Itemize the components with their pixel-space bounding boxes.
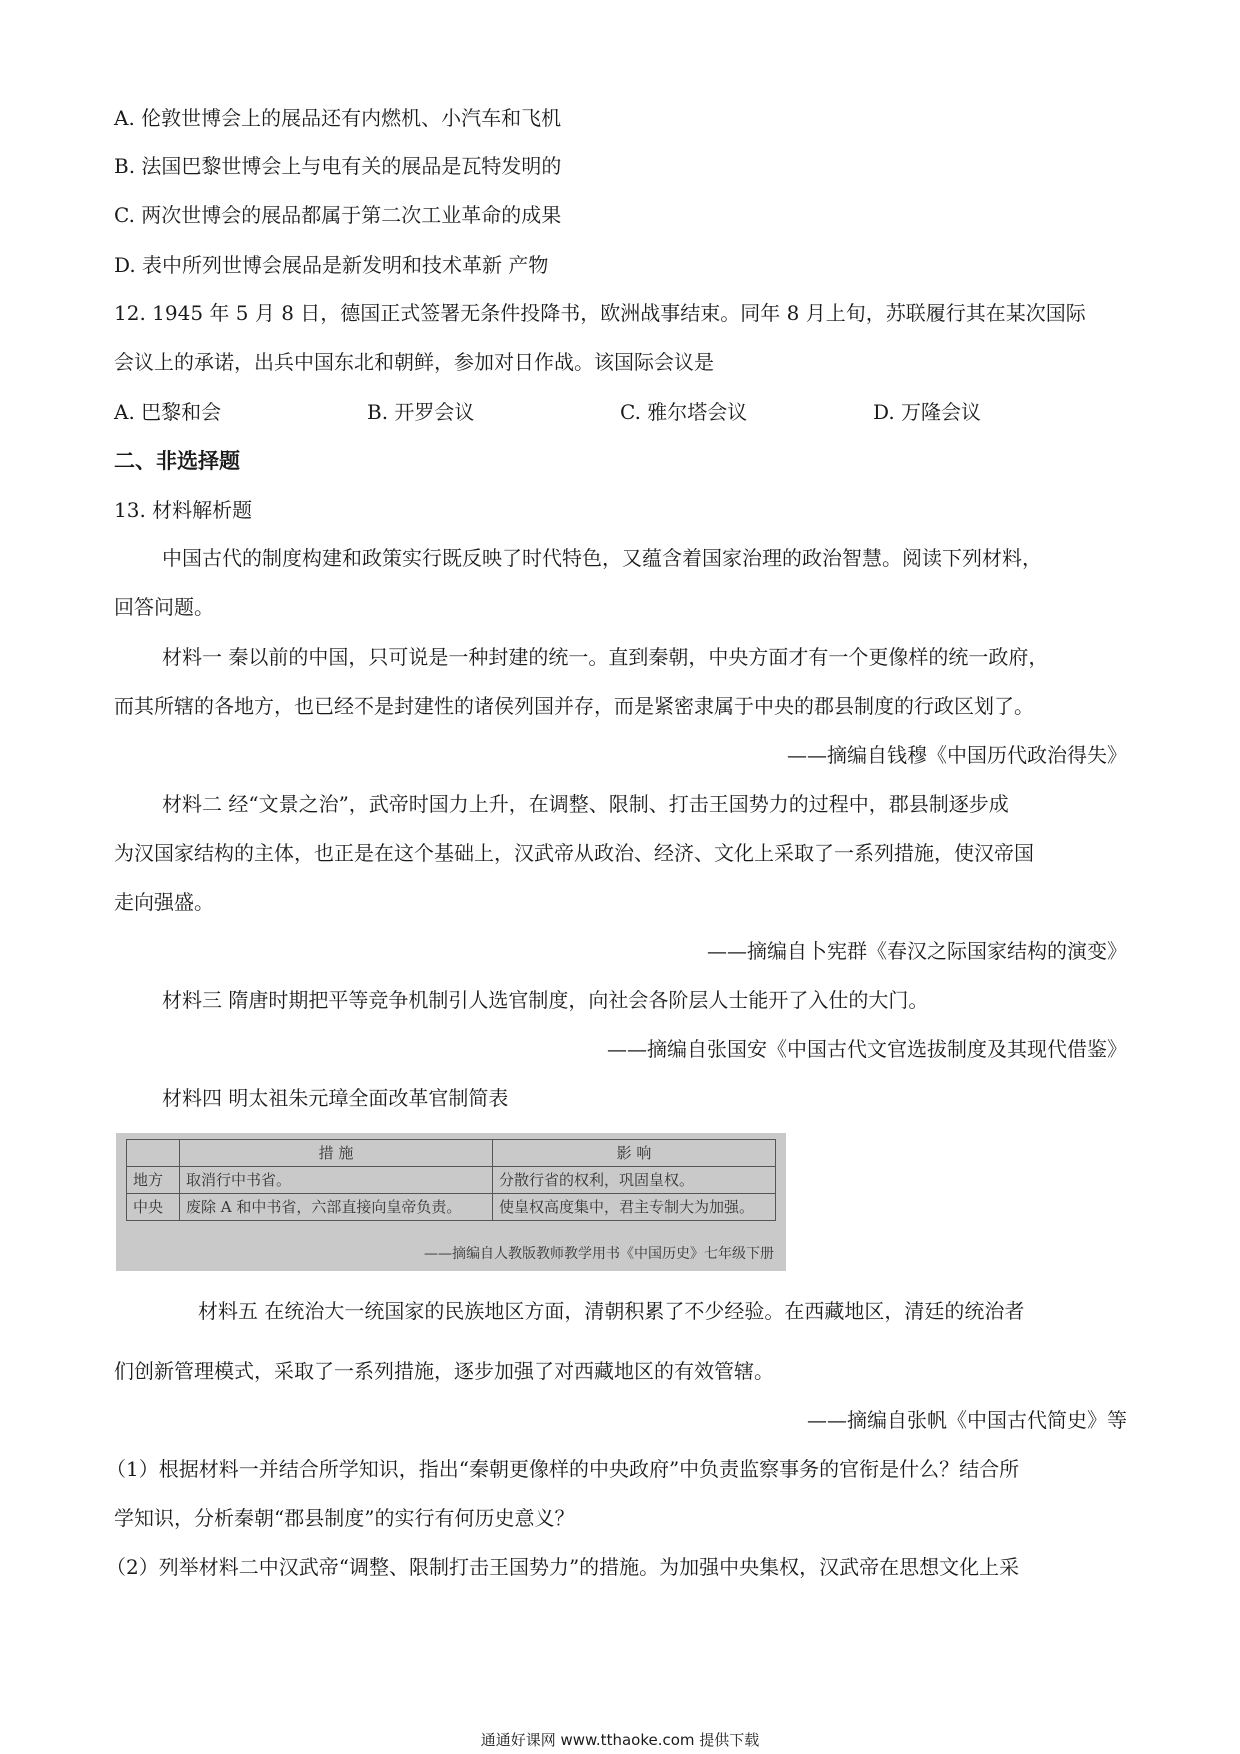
q12-option-b: B. 开罗会议 [367,400,475,424]
material2-line2: 为汉国家结构的主体，也正是在这个基础上，汉武帝从政治、经济、文化上采取了一系列措施，使汉帝国 [114,841,1034,865]
table-source: ——摘编自人教版教师教学用书《中国历史》七年级下册 [424,1246,774,1262]
row-effect: 分散行省的权利，巩固皇权。 [493,1167,776,1194]
material1-source: ——摘编自钱穆《中国历代政治得失》 [787,743,1127,767]
q11-option-b: B. 法国巴黎世博会上与电有关的展品是瓦特发明的 [114,154,562,178]
row-measure: 取消行中书省。 [180,1167,493,1194]
material3-line1: 材料三 隋唐时期把平等竞争机制引人选官制度，向社会各阶层人士能开了入仕的大门。 [162,988,929,1012]
q11-option-c: C. 两次世博会的展品都属于第二次工业革命的成果 [114,203,562,227]
q11-option-d: D. 表中所列世博会展品是新发明和技术革新 产物 [114,253,549,277]
material5-line2: 们创新管理模式，采取了一系列措施，逐步加强了对西藏地区的有效管辖。 [114,1359,774,1383]
material5-source: ——摘编自张帆《中国古代简史》等 [807,1408,1127,1432]
q12-option-a: A. 巴黎和会 [114,400,222,424]
q12-stem-line2: 会议上的承诺，出兵中国东北和朝鲜，参加对日作战。该国际会议是 [114,350,714,374]
table-row [127,1167,776,1194]
subquestion1-line1: （1）根据材料一并结合所学知识，指出“秦朝更像样的中央政府”中负责监察事务的官衔是什么？结合所 [106,1457,1020,1481]
material5-line1: 材料五 在统治大一统国家的民族地区方面，清朝积累了不少经验。在西藏地区，清廷的统治者 [198,1299,1025,1323]
table-header-measures: 措 施 [180,1140,493,1167]
q12-stem-line1: 12. 1945 年 5 月 8 日，德国正式签署无条件投降书，欧洲战事结束。同年 8 月上旬，苏联履行其在某次国际 [114,301,1086,325]
q13-title: 13. 材料解析题 [114,498,253,522]
material4-title: 材料四 明太祖朱元璋全面改革官制简表 [162,1086,509,1110]
official-reform-table [126,1139,776,1221]
row-measure: 废除 A 和中书省，六部直接向皇帝负责。 [180,1194,493,1221]
row-label: 地方 [127,1167,180,1194]
table-row [127,1194,776,1221]
q12-option-c: C. 雅尔塔会议 [620,400,748,424]
section-heading: 二、非选择题 [114,449,240,473]
q12-options [114,398,1014,426]
q12-option-d: D. 万隆会议 [873,400,982,424]
subquestion1-line2: 学知识，分析秦朝“郡县制度”的实行有何历史意义？ [114,1506,575,1530]
q13-intro-line1: 中国古代的制度构建和政策实行既反映了时代特色，又蕴含着国家治理的政治智慧。阅读下列材料， [162,546,1042,570]
subquestion2-line1: （2）列举材料二中汉武帝“调整、限制打击王国势力”的措施。为加强中央集权，汉武帝在思想文化上采 [106,1555,1020,1579]
row-effect: 使皇权高度集中，君主专制大为加强。 [493,1194,776,1221]
q13-intro-line2: 回答问题。 [114,595,214,619]
page-footer: 通通好课网 www.tthaoke.com 提供下载 [480,1731,760,1749]
material3-source: ——摘编自张国安《中国古代文官选拔制度及其现代借鉴》 [607,1037,1127,1061]
material4-table-image [116,1133,786,1271]
material2-source: ——摘编自卜宪群《春汉之际国家结构的演变》 [707,939,1127,963]
material1-line1: 材料一 秦以前的中国，只可说是一种封建的统一。直到秦朝，中央方面才有一个更像样的统一政府， [162,645,1049,669]
material1-line2: 而其所辖的各地方，也已经不是封建性的诸侯列国并存，而是紧密隶属于中央的郡县制度的行政区划了。 [114,694,1034,718]
q11-option-a: A. 伦敦世博会上的展品还有内燃机、小汽车和飞机 [114,106,562,130]
table-header-effects: 影 响 [493,1140,776,1167]
material2-line1: 材料二 经“文景之治”，武帝时国力上升，在调整、限制、打击王国势力的过程中，郡县制逐步成 [162,792,1009,816]
material2-line3: 走向强盛。 [114,890,214,914]
row-label: 中央 [127,1194,180,1221]
